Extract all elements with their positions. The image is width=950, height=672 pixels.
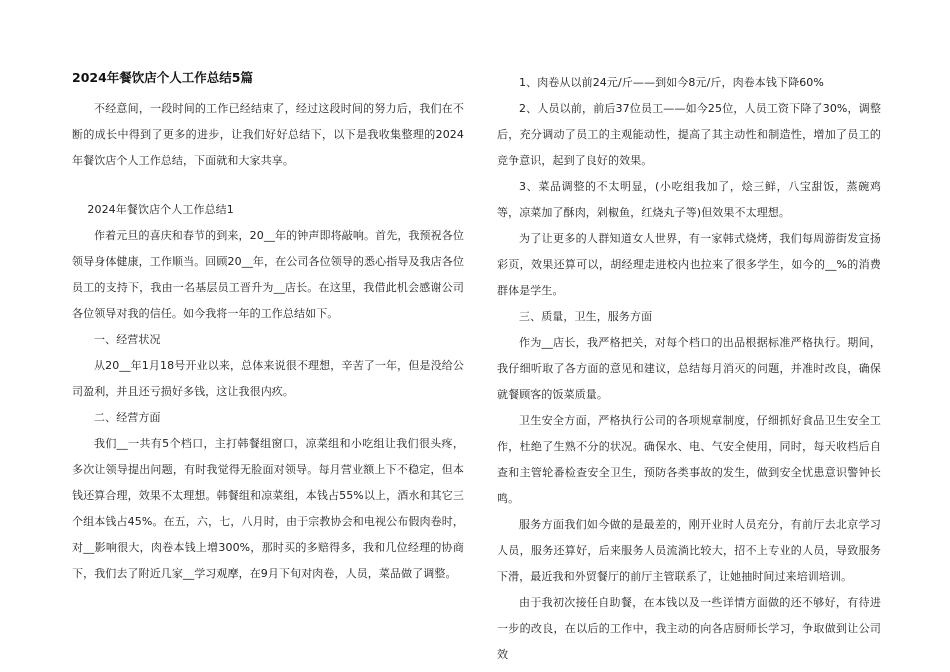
body-paragraph: 作为__店长，我严格把关，对每个档口的出品根据标准严格执行。期间，我仔细听取了各方面的意见和建议，总结每月消灭的问题，并准时改良，确保就餐顾客的饭菜质量。 (497, 336, 881, 401)
section-heading: 三、质量，卫生，服务方面 (519, 310, 653, 323)
body-paragraph: 卫生安全方面，严格执行公司的各项规章制度，仔细抓好食品卫生安全工作，杜绝了生熟不分的状况。确保水、电、气安全使用，同时，每天收档后自查和主管轮番检查安全卫生，预防各类事故的发生，做到安全忧患意识警钟长鸣。 (497, 414, 881, 505)
document-title: 2024年餐饮店个人工作总结5篇 (72, 70, 253, 85)
body-paragraph: 由于我初次接任自助餐，在本钱以及一些详情方面做的还不够好，有待进一步的改良，在以后的工作中，我主动的向各店厨师长学习，争取做到让公司效 (497, 596, 881, 661)
body-paragraph: 为了让更多的人群知道女人世界，有一家韩式烧烤，我们每周游街发宣扬彩页，效果还算可以，胡经理走进校内也拉来了很多学生，如今的__%的消费群体是学生。 (497, 232, 881, 297)
right-column (497, 70, 881, 668)
body-paragraph: 我们__一共有5个档口，主打韩餐组窗口，凉菜组和小吃组让我们很头疼，多次让领导提出问题，有时我觉得无脸面对领导。每月营业额上下不稳定，但本钱还算合理，效果不太理想。韩餐组和凉菜组，本钱占55%以上，酒水和其它三个组本钱占45%。在五，六，七，八月时，由于宗教协会和电视公布假肉卷时，对__影响很大，肉卷本钱上增300%，那时买的多赔得多，我和几位经理的协商下，我们去了附近几家__学习观摩，在9月下旬对肉卷，人员，菜品做了调整。 (72, 437, 464, 580)
section-heading: 二、经营方面 (94, 411, 161, 424)
body-paragraph: 作着元旦的喜庆和春节的到来，20__年的钟声即将敲响。首先，我预祝各位领导身体健康，工作顺当。回顾20__年，在公司各位领导的悉心指导及我店各位员工的支持下，我由一名基层员工晋升为__店长。在这里，我借此机会感谢公司各位领导对我的信任。如今我将一年的工作总结如下。 (72, 229, 464, 320)
section-subtitle: 2024年餐饮店个人工作总结1 (87, 203, 234, 216)
intro-paragraph: 不经意间，一段时间的工作已经结束了，经过这段时间的努力后，我们在不断的成长中得到了更多的进步，让我们好好总结下，以下是我收集整理的2024年餐饮店个人工作总结，下面就和大家共享。 (72, 102, 464, 167)
left-column (72, 70, 464, 587)
body-paragraph: 2、人员以前，前后37位员工——如今25位，人员工资下降了30%，调整后，充分调动了员工的主观能动性，提高了其主动性和制造性，增加了员工的竞争意识，起到了良好的效果。 (497, 102, 881, 167)
section-heading: 一、经营状况 (94, 333, 161, 346)
body-paragraph: 服务方面我们如今做的是最差的，刚开业时人员充分，有前厅去北京学习人员，服务还算好，后来服务人员流淌比较大，招不上专业的人员，导致服务下滑，最近我和外贸餐厅的前厅主管联系了，让她抽时间过来培训培训。 (497, 518, 881, 583)
body-paragraph: 从20__年1月18号开业以来，总体来说很不理想，辛苦了一年，但是没给公司盈利，并且还亏损好多钱，这让我很内疚。 (72, 359, 464, 398)
body-paragraph: 3、菜品调整的不太明显，(小吃组我加了，烩三鲜，八宝甜饭，蒸碗鸡等，凉菜加了酥肉，剁椒鱼，红烧丸子等)但效果不太理想。 (497, 180, 881, 219)
body-paragraph: 1、肉卷从以前24元/斤——到如今8元/斤，肉卷本钱下降60% (519, 76, 824, 89)
